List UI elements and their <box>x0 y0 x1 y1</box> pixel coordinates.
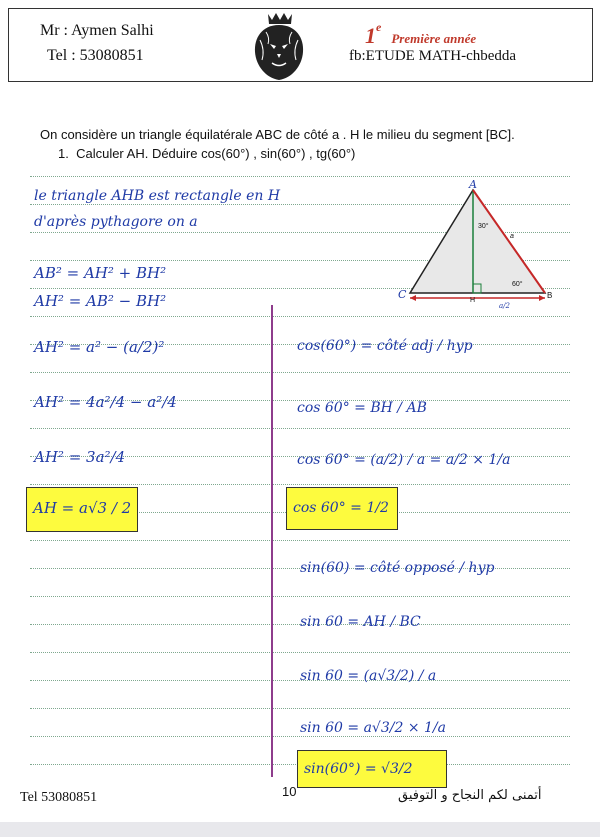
hw-sin-3: sin 60 = (a√3/2) / a <box>300 668 437 684</box>
exercise-statement: On considère un triangle équilatérale ABC de côté a . H le milieu du segment [BC]. <box>40 127 515 142</box>
ruled-line <box>30 736 570 737</box>
vertex-c-label: C <box>398 288 407 301</box>
result-ah: AH = a√3 / 2 <box>33 499 132 517</box>
ruled-line <box>30 316 570 317</box>
hw-line-7: AH² = 3a²/4 <box>34 448 126 466</box>
bottom-strip <box>0 822 600 837</box>
hw-line-4: AH² = AB² − BH² <box>34 292 167 310</box>
hw-line-5: AH² = a² − (a/2)² <box>34 338 165 356</box>
ruled-line <box>30 540 570 541</box>
ruled-line <box>30 428 570 429</box>
result-sin: sin(60°) = √3/2 <box>304 761 413 777</box>
footer-phone: Tel 53080851 <box>20 790 98 805</box>
page-number: 10 <box>282 784 297 799</box>
tutor-phone: Tel : 53080851 <box>47 47 144 64</box>
hw-cos-1: cos(60°) = côté adj / hyp <box>297 338 473 354</box>
hw-cos-3: cos 60° = (a/2) / a = a/2 × 1/a <box>297 452 511 468</box>
ruled-line <box>30 596 570 597</box>
triangle-abc <box>410 190 545 293</box>
half-side-label: a/2 <box>499 302 510 310</box>
vertex-b-label: B <box>547 291 553 300</box>
footer-arabic-wish: أتمنى لكم النجاح و التوفيق <box>398 788 542 803</box>
hw-sin-2: sin 60 = AH / BC <box>300 614 421 630</box>
hw-cos-2: cos 60° = BH / AB <box>297 400 427 416</box>
ruled-line <box>30 372 570 373</box>
hw-line-6: AH² = 4a²/4 − a²/4 <box>34 393 177 411</box>
result-cos: cos 60° = 1/2 <box>293 500 389 516</box>
angle-60-label: 60° <box>512 281 523 288</box>
tutor-name: Mr : Aymen Salhi <box>40 22 154 39</box>
lion-logo-icon <box>250 10 308 82</box>
question-line: 1. Calculer AH. Déduire cos(60°) , sin(60°) , tg(60°) <box>58 146 356 161</box>
hw-sin-4: sin 60 = a√3/2 × 1/a <box>300 720 446 736</box>
hw-line-2: d'après pythagore on a <box>34 214 198 230</box>
hw-sin-1: sin(60) = côté opposé / hyp <box>300 560 495 576</box>
angle-30-label: 30° <box>478 223 489 230</box>
side-a-label: a <box>510 233 514 240</box>
facebook-page: fb:ETUDE MATH-chbedda <box>349 48 517 64</box>
ruled-line <box>30 652 570 653</box>
ruled-line <box>30 484 570 485</box>
triangle-figure <box>395 178 565 310</box>
ruled-line <box>30 708 570 709</box>
hw-line-1: le triangle AHB est rectangle en H <box>34 188 281 204</box>
grade-label: 1ePremière année <box>365 20 477 48</box>
ruled-line <box>30 176 570 177</box>
vertex-a-label: A <box>469 178 477 191</box>
foot-h-label: H <box>470 297 476 304</box>
hw-line-3: AB² = AH² + BH² <box>34 264 167 282</box>
column-divider <box>271 305 273 777</box>
